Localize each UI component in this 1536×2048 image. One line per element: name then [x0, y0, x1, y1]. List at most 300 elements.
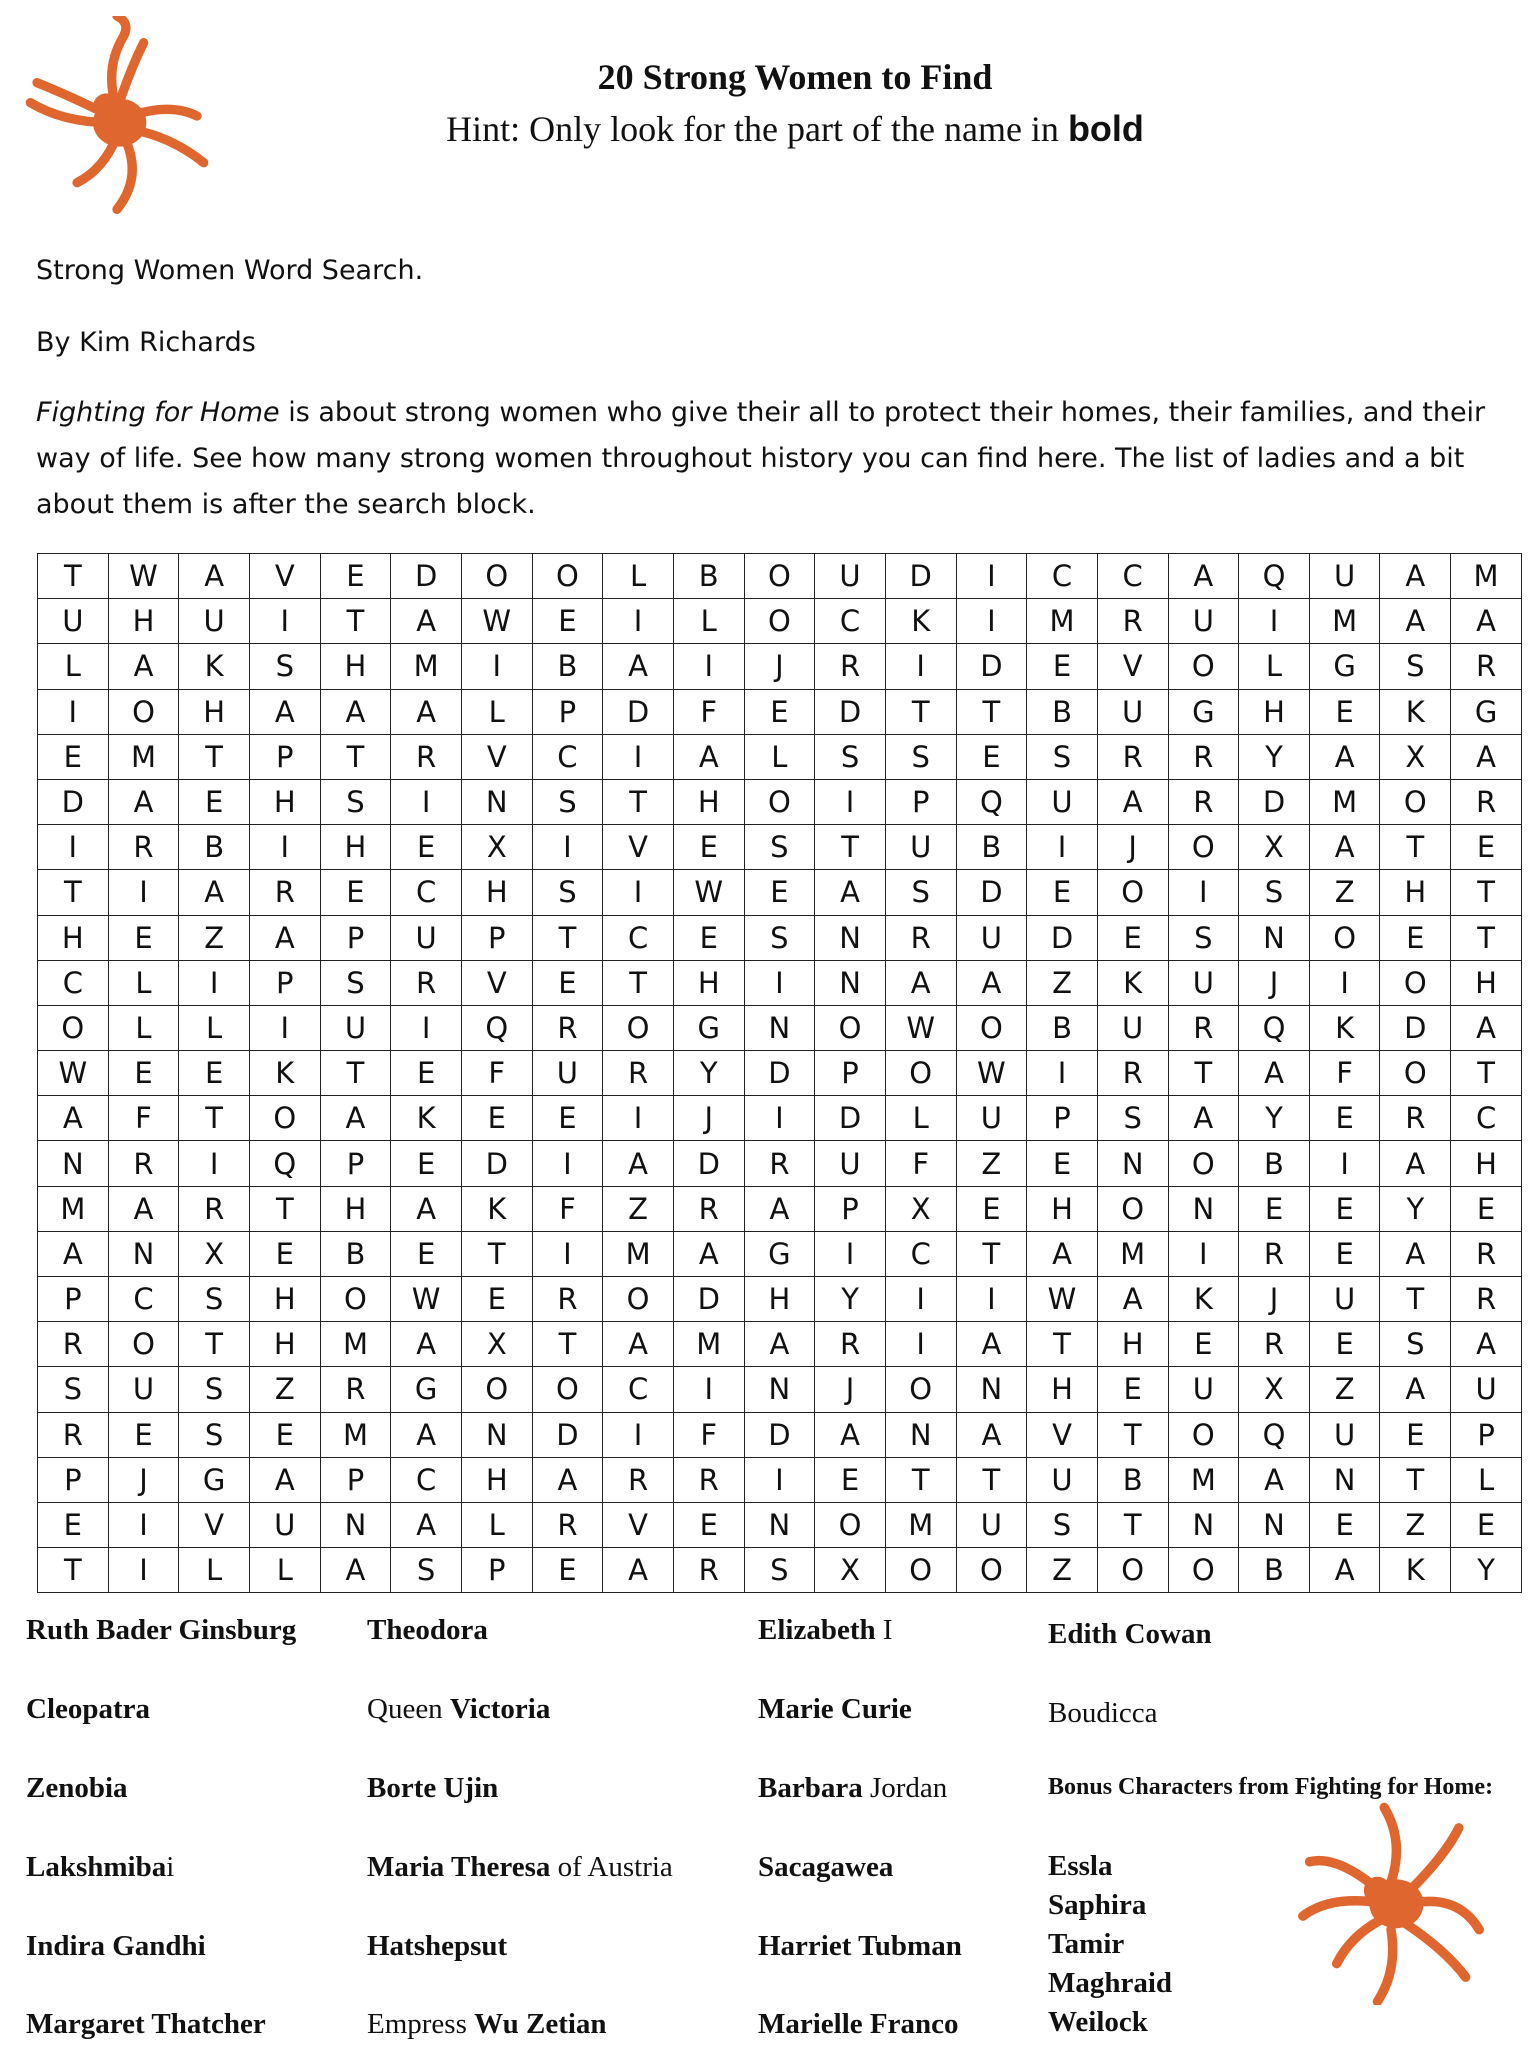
grid-cell: I [1168, 870, 1239, 915]
grid-row [38, 1186, 1522, 1231]
grid-cell: A [320, 1096, 391, 1141]
grid-cell: I [815, 1231, 886, 1276]
grid-cell: D [815, 1096, 886, 1141]
grid-cell: T [461, 1231, 532, 1276]
grid-cell: E [1027, 870, 1098, 915]
grid-cell: G [744, 1231, 815, 1276]
grid-cell: E [320, 554, 391, 599]
grid-cell: I [179, 960, 250, 1005]
grid-cell: I [673, 1367, 744, 1412]
grid-cell: C [1097, 554, 1168, 599]
name-item [758, 1693, 912, 1726]
grid-cell: P [815, 1186, 886, 1231]
grid-cell: G [1309, 644, 1380, 689]
grid-cell: N [1239, 1502, 1310, 1547]
grid-cell: A [179, 554, 250, 599]
grid-cell: L [179, 1005, 250, 1050]
grid-cell: U [956, 915, 1027, 960]
grid-cell: T [1168, 1051, 1239, 1096]
grid-cell: E [179, 779, 250, 824]
name-bold-part: Borte Ujin [367, 1772, 499, 1804]
grid-cell: Q [249, 1141, 320, 1186]
grid-cell: S [532, 870, 603, 915]
name-bold-part: Cleopatra [26, 1693, 151, 1725]
grid-cell: T [603, 779, 674, 824]
name-plain-part: I [875, 1614, 893, 1646]
grid-cell: R [1168, 1005, 1239, 1050]
grid-cell: E [1027, 644, 1098, 689]
grid-cell: T [532, 915, 603, 960]
grid-cell: K [179, 644, 250, 689]
grid-cell: E [744, 870, 815, 915]
grid-cell: I [603, 599, 674, 644]
grid-cell: J [1097, 825, 1168, 870]
grid-cell: H [1451, 1141, 1522, 1186]
grid-cell: P [249, 960, 320, 1005]
name-item [26, 2008, 266, 2041]
grid-cell: N [1239, 915, 1310, 960]
grid-cell: S [1027, 734, 1098, 779]
grid-cell: H [38, 915, 109, 960]
grid-cell: A [38, 1231, 109, 1276]
grid-cell: O [1380, 960, 1451, 1005]
grid-cell: G [1168, 689, 1239, 734]
grid-cell: M [673, 1322, 744, 1367]
grid-cell: X [815, 1548, 886, 1593]
grid-cell: N [1168, 1502, 1239, 1547]
grid-cell: N [1168, 1186, 1239, 1231]
grid-cell: A [603, 1548, 674, 1593]
word-search-grid [37, 553, 1522, 1593]
grid-cell: O [815, 1005, 886, 1050]
grid-cell: U [38, 599, 109, 644]
grid-cell: W [673, 870, 744, 915]
name-item [26, 1693, 150, 1726]
grid-cell: E [38, 1502, 109, 1547]
grid-cell: Q [1239, 554, 1310, 599]
grid-cell: I [744, 1457, 815, 1502]
name-item [1048, 1618, 1212, 1651]
grid-cell: L [461, 1502, 532, 1547]
grid-cell: A [1309, 734, 1380, 779]
grid-cell: E [1451, 1502, 1522, 1547]
grid-cell: O [744, 599, 815, 644]
grid-cell: R [38, 1322, 109, 1367]
grid-cell: F [1309, 1051, 1380, 1096]
grid-cell: T [956, 1457, 1027, 1502]
grid-cell: I [885, 644, 956, 689]
grid-cell: Y [673, 1051, 744, 1096]
grid-cell: D [673, 1141, 744, 1186]
grid-cell: A [108, 1186, 179, 1231]
grid-cell: E [249, 1231, 320, 1276]
grid-cell: E [1380, 1412, 1451, 1457]
grid-cell: N [1097, 1141, 1168, 1186]
grid-cell: T [885, 689, 956, 734]
grid-cell: T [249, 1186, 320, 1231]
grid-cell: C [1451, 1096, 1522, 1141]
grid-cell: U [1027, 779, 1098, 824]
grid-cell: I [108, 1502, 179, 1547]
grid-cell: E [532, 1096, 603, 1141]
grid-cell: V [603, 825, 674, 870]
grid-cell: I [956, 599, 1027, 644]
grid-cell: E [956, 734, 1027, 779]
grid-cell: A [391, 689, 462, 734]
grid-cell: E [673, 825, 744, 870]
grid-cell: A [249, 689, 320, 734]
grid-cell: S [744, 1548, 815, 1593]
grid-cell: I [461, 644, 532, 689]
grid-cell: N [744, 1502, 815, 1547]
name-item [758, 1772, 947, 1805]
grid-cell: E [391, 825, 462, 870]
grid-cell: X [1239, 825, 1310, 870]
grid-cell: E [673, 1502, 744, 1547]
name-bold-part: Maria Theresa [367, 1851, 551, 1883]
grid-cell: F [673, 1412, 744, 1457]
grid-cell: A [1380, 599, 1451, 644]
grid-cell: D [603, 689, 674, 734]
grid-cell: H [108, 599, 179, 644]
grid-cell: Q [956, 779, 1027, 824]
name-item [758, 1930, 962, 1963]
grid-cell: M [1168, 1457, 1239, 1502]
grid-cell: R [673, 1548, 744, 1593]
grid-cell: M [391, 644, 462, 689]
grid-row [38, 960, 1522, 1005]
grid-cell: E [461, 1277, 532, 1322]
grid-cell: T [38, 554, 109, 599]
grid-cell: R [320, 1367, 391, 1412]
grid-cell: R [1097, 1051, 1168, 1096]
grid-cell: P [320, 1457, 391, 1502]
grid-cell: C [391, 1457, 462, 1502]
grid-cell: L [744, 734, 815, 779]
name-bold-part: Lakshmiba [26, 1851, 167, 1883]
grid-cell: L [603, 554, 674, 599]
grid-cell: H [1027, 1186, 1098, 1231]
grid-cell: U [1168, 1367, 1239, 1412]
grid-cell: L [108, 1005, 179, 1050]
grid-cell: E [815, 1457, 886, 1502]
grid-cell: E [1168, 1322, 1239, 1367]
grid-cell: K [1097, 960, 1168, 1005]
grid-cell: X [1380, 734, 1451, 779]
page-title: 20 Strong Women to Find [597, 57, 993, 97]
grid-cell: O [1097, 870, 1168, 915]
subtitle: Strong Women Word Search. [36, 255, 424, 286]
grid-cell: V [461, 960, 532, 1005]
grid-cell: B [1097, 1457, 1168, 1502]
grid-cell: C [603, 915, 674, 960]
grid-cell: B [1239, 1141, 1310, 1186]
grid-cell: A [1309, 825, 1380, 870]
grid-cell: A [603, 644, 674, 689]
grid-cell: Y [1380, 1186, 1451, 1231]
grid-row [38, 1096, 1522, 1141]
grid-cell: A [1380, 1231, 1451, 1276]
grid-cell: T [603, 960, 674, 1005]
grid-cell: C [108, 1277, 179, 1322]
grid-cell: I [673, 644, 744, 689]
grid-cell: U [108, 1367, 179, 1412]
grid-cell: C [603, 1367, 674, 1412]
grid-cell: I [603, 1096, 674, 1141]
grid-cell: O [1168, 644, 1239, 689]
grid-cell: R [603, 1051, 674, 1096]
grid-cell: T [1380, 1277, 1451, 1322]
grid-cell: L [885, 1096, 956, 1141]
grid-cell: O [885, 1051, 956, 1096]
grid-cell: T [1451, 1051, 1522, 1096]
grid-cell: H [673, 960, 744, 1005]
grid-cell: K [1168, 1277, 1239, 1322]
grid-cell: Z [1380, 1502, 1451, 1547]
grid-cell: K [249, 1051, 320, 1096]
grid-cell: A [391, 1412, 462, 1457]
grid-cell: K [1380, 1548, 1451, 1593]
name-bold-part: Sacagawea [758, 1851, 894, 1883]
grid-cell: P [38, 1457, 109, 1502]
grid-cell: A [1239, 1457, 1310, 1502]
grid-cell: T [1097, 1502, 1168, 1547]
grid-cell: O [1168, 1548, 1239, 1593]
grid-cell: K [885, 599, 956, 644]
grid-cell: U [249, 1502, 320, 1547]
grid-cell: E [1380, 915, 1451, 960]
grid-cell: I [815, 779, 886, 824]
grid-cell: T [815, 825, 886, 870]
grid-cell: I [1027, 1051, 1098, 1096]
grid-cell: A [673, 734, 744, 779]
grid-cell: A [1451, 1005, 1522, 1050]
grid-cell: E [532, 599, 603, 644]
grid-cell: H [1097, 1322, 1168, 1367]
grid-cell: A [108, 644, 179, 689]
grid-cell: T [1451, 915, 1522, 960]
grid-cell: O [603, 1277, 674, 1322]
grid-cell: H [744, 1277, 815, 1322]
grid-cell: E [1027, 1141, 1098, 1186]
grid-cell: A [885, 960, 956, 1005]
grid-cell: C [1027, 554, 1098, 599]
grid-cell: P [320, 915, 391, 960]
grid-cell: C [885, 1231, 956, 1276]
grid-cell: E [249, 1412, 320, 1457]
grid-cell: I [603, 870, 674, 915]
grid-cell: A [956, 1412, 1027, 1457]
grid-cell: E [108, 1412, 179, 1457]
grid-cell: Q [1239, 1412, 1310, 1457]
grid-cell: T [956, 1231, 1027, 1276]
name-plain-part: Queen [367, 1693, 450, 1725]
grid-cell: V [249, 554, 320, 599]
grid-cell: A [1168, 554, 1239, 599]
grid-cell: N [815, 960, 886, 1005]
name-plain-part: of Austria [550, 1851, 673, 1883]
name-bold-part: Zenobia [26, 1772, 128, 1804]
grid-cell: D [1027, 915, 1098, 960]
name-plain-part: Boudicca [1048, 1697, 1158, 1729]
grid-cell: O [744, 554, 815, 599]
grid-cell: A [603, 1141, 674, 1186]
grid-cell: A [815, 1412, 886, 1457]
grid-cell: Y [815, 1277, 886, 1322]
grid-row [38, 915, 1522, 960]
grid-cell: I [532, 825, 603, 870]
grid-cell: X [461, 1322, 532, 1367]
grid-cell: D [461, 1141, 532, 1186]
grid-cell: K [461, 1186, 532, 1231]
grid-cell: P [320, 1141, 391, 1186]
grid-cell: I [744, 1096, 815, 1141]
grid-cell: I [532, 1231, 603, 1276]
grid-cell: A [249, 1457, 320, 1502]
grid-cell: I [38, 689, 109, 734]
grid-cell: A [1097, 779, 1168, 824]
grid-cell: W [391, 1277, 462, 1322]
grid-cell: O [532, 1367, 603, 1412]
grid-cell: P [815, 1051, 886, 1096]
author: By Kim Richards [36, 327, 256, 358]
grid-cell: Z [1027, 1548, 1098, 1593]
hint-text [0, 108, 1536, 150]
grid-cell: R [532, 1005, 603, 1050]
grid-cell: R [391, 734, 462, 779]
name-bold-part: Indira Gandhi [26, 1930, 206, 1962]
grid-cell: B [1027, 1005, 1098, 1050]
grid-cell: D [38, 779, 109, 824]
grid-cell: C [38, 960, 109, 1005]
grid-cell: A [391, 1322, 462, 1367]
grid-row [38, 1141, 1522, 1186]
grid-cell: E [1309, 1322, 1380, 1367]
grid-cell: M [320, 1322, 391, 1367]
name-item [367, 1851, 673, 1884]
grid-cell: R [815, 644, 886, 689]
grid-cell: S [744, 825, 815, 870]
grid-cell: A [320, 689, 391, 734]
book-title: Fighting for Home [36, 397, 280, 428]
grid-cell: O [1380, 779, 1451, 824]
grid-cell: I [885, 1277, 956, 1322]
grid-row [38, 1367, 1522, 1412]
grid-cell: U [179, 599, 250, 644]
grid-cell: S [249, 644, 320, 689]
grid-cell: D [673, 1277, 744, 1322]
grid-cell: F [461, 1051, 532, 1096]
grid-cell: O [885, 1367, 956, 1412]
grid-cell: B [1027, 689, 1098, 734]
grid-cell: O [815, 1502, 886, 1547]
grid-cell: U [885, 825, 956, 870]
grid-cell: C [815, 599, 886, 644]
grid-cell: P [461, 1548, 532, 1593]
grid-cell: A [249, 915, 320, 960]
grid-row [38, 1412, 1522, 1457]
grid-cell: U [1168, 599, 1239, 644]
grid-cell: J [744, 644, 815, 689]
grid-cell: I [956, 1277, 1027, 1322]
name-bold-part: Wu Zetian [474, 2008, 607, 2040]
grid-cell: R [815, 1322, 886, 1367]
name-bold-part: Harriet Tubman [758, 1930, 962, 1962]
grid-cell: S [1027, 1502, 1098, 1547]
name-bold-part: Victoria [449, 1693, 551, 1725]
grid-cell: H [461, 870, 532, 915]
grid-cell: A [391, 599, 462, 644]
grid-cell: U [1309, 1277, 1380, 1322]
grid-cell: A [815, 870, 886, 915]
grid-row [38, 644, 1522, 689]
grid-cell: D [532, 1412, 603, 1457]
grid-cell: T [38, 1548, 109, 1593]
grid-cell: B [673, 554, 744, 599]
grid-cell: R [249, 870, 320, 915]
grid-cell: E [1451, 825, 1522, 870]
grid-cell: Z [1309, 1367, 1380, 1412]
grid-cell: E [1309, 689, 1380, 734]
grid-cell: D [815, 689, 886, 734]
grid-cell: Y [1239, 1096, 1310, 1141]
grid-cell: P [1451, 1412, 1522, 1457]
grid-cell: I [108, 1548, 179, 1593]
grid-cell: R [179, 1186, 250, 1231]
grid-cell: U [1451, 1367, 1522, 1412]
grid-cell: B [956, 825, 1027, 870]
grid-cell: P [249, 734, 320, 779]
grid-cell: G [179, 1457, 250, 1502]
grid-cell: A [956, 960, 1027, 1005]
grid-cell: H [249, 1277, 320, 1322]
grid-cell: R [1380, 1096, 1451, 1141]
grid-cell: R [1168, 779, 1239, 824]
grid-cell: I [956, 554, 1027, 599]
grid-cell: R [673, 1186, 744, 1231]
grid-cell: E [1309, 1186, 1380, 1231]
grid-cell: A [1168, 1096, 1239, 1141]
grid-cell: R [108, 1141, 179, 1186]
grid-cell: O [532, 554, 603, 599]
grid-cell: H [249, 1322, 320, 1367]
grid-cell: O [885, 1548, 956, 1593]
grid-cell: J [1239, 1277, 1310, 1322]
grid-cell: R [744, 1141, 815, 1186]
grid-cell: N [38, 1141, 109, 1186]
grid-cell: N [885, 1412, 956, 1457]
grid-cell: V [179, 1502, 250, 1547]
name-plain-part: Jordan [862, 1772, 948, 1804]
grid-cell: B [179, 825, 250, 870]
grid-cell: N [744, 1367, 815, 1412]
grid-cell: V [1027, 1412, 1098, 1457]
grid-cell: I [108, 870, 179, 915]
name-item [26, 1772, 128, 1805]
grid-cell: O [1380, 1051, 1451, 1096]
grid-cell: D [744, 1051, 815, 1096]
grid-cell: J [108, 1457, 179, 1502]
grid-cell: A [1027, 1231, 1098, 1276]
grid-cell: H [1451, 960, 1522, 1005]
grid-cell: E [532, 1548, 603, 1593]
grid-cell: R [1239, 1231, 1310, 1276]
grid-cell: J [673, 1096, 744, 1141]
grid-cell: S [391, 1548, 462, 1593]
grid-cell: W [956, 1051, 1027, 1096]
grid-cell: O [1168, 825, 1239, 870]
grid-cell: V [603, 1502, 674, 1547]
